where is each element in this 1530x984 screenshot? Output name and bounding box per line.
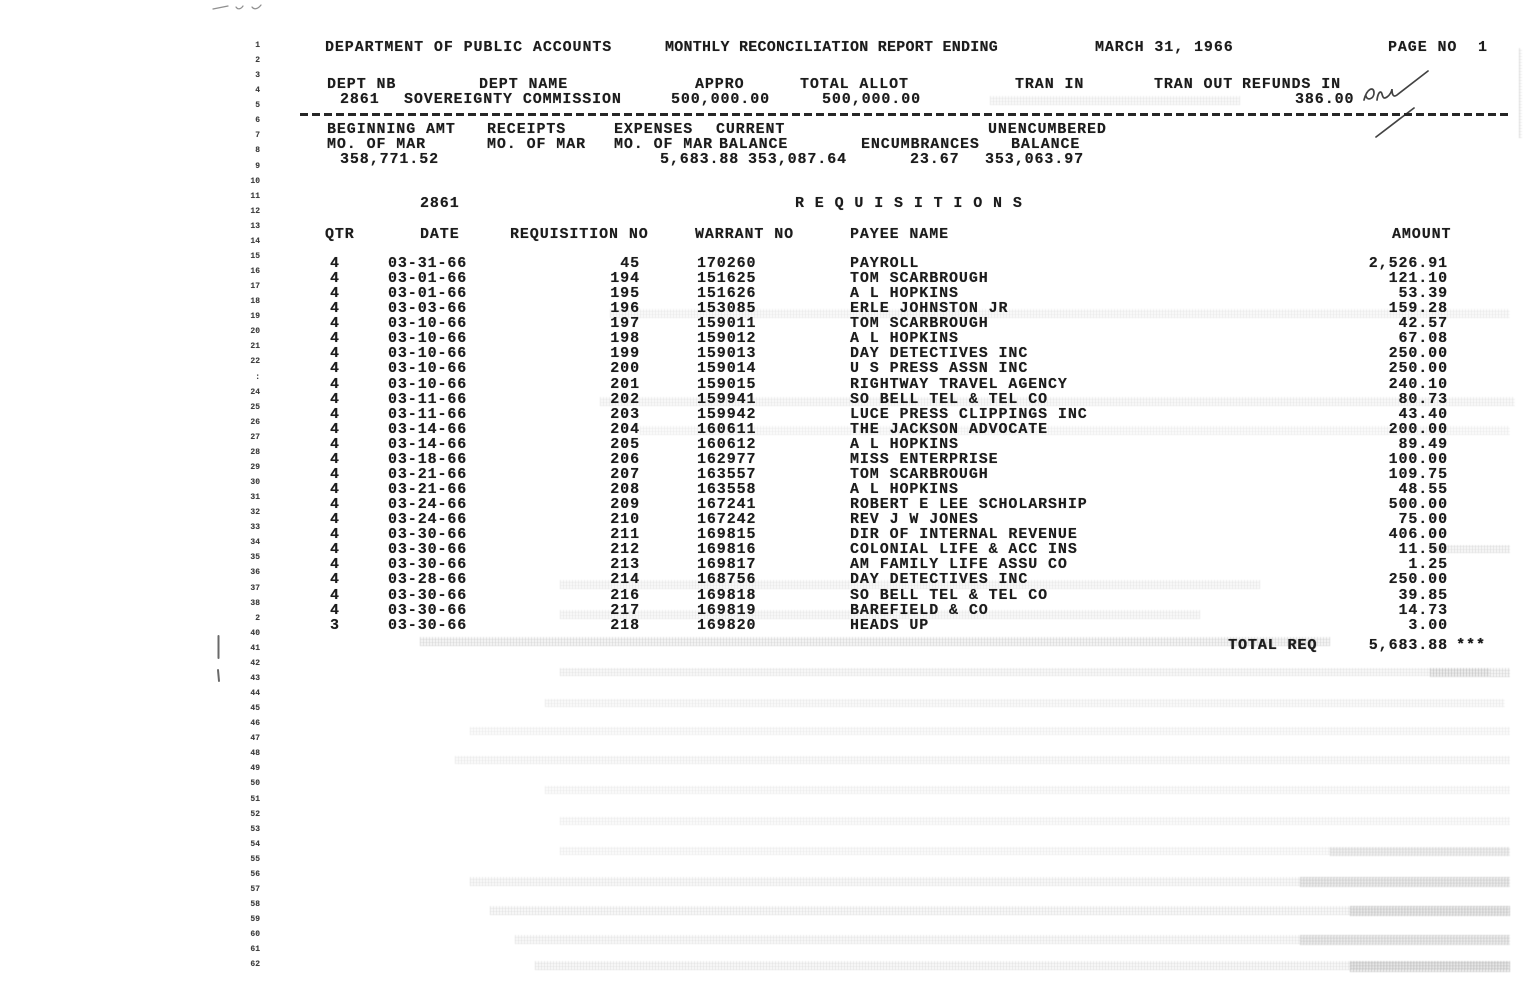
unencumbered-label: UNENCUMBERED xyxy=(988,121,1107,138)
dept-no-label: DEPT NB xyxy=(327,76,397,93)
margin-line-number: 59 xyxy=(250,915,260,925)
date-cell: 03-14-66 xyxy=(388,435,468,453)
margin-line-number: 52 xyxy=(250,809,260,819)
amount-cell: 200.00 xyxy=(1388,420,1448,438)
margin-line-number: 17 xyxy=(250,282,260,292)
requisition-no-cell: 208 xyxy=(610,481,640,499)
receipts-label: RECEIPTS xyxy=(487,121,567,138)
warrant-no-cell: 167242 xyxy=(697,511,757,529)
warrant-no-cell: 169818 xyxy=(697,586,757,604)
appro-label: APPRO xyxy=(695,76,745,93)
amount-cell: 250.00 xyxy=(1388,360,1448,378)
payee-cell: DAY DETECTIVES INC xyxy=(850,571,1029,589)
date-cell: 03-30-66 xyxy=(388,526,468,544)
qtr-cell: 4 xyxy=(330,571,340,589)
payee-cell: COLONIAL LIFE & ACC INS xyxy=(850,541,1078,559)
warrant-no-cell: 159013 xyxy=(697,345,757,363)
margin-line-number: 26 xyxy=(250,417,260,427)
smudge-band xyxy=(560,817,1510,825)
margin-line-number: 31 xyxy=(250,493,260,503)
current-label: CURRENT xyxy=(716,121,786,138)
margin-line-number: 2 xyxy=(255,56,260,66)
total-allot-value: 500,000.00 xyxy=(822,91,922,108)
requisition-no-cell: 200 xyxy=(610,360,640,378)
requisition-no-cell: 196 xyxy=(610,300,640,318)
margin-line-number: 1 xyxy=(255,41,260,50)
margin-line-number: 28 xyxy=(250,447,260,457)
page-no-value: 1 xyxy=(1478,39,1488,56)
amount-cell: 240.10 xyxy=(1388,375,1448,393)
date-cell: 03-10-66 xyxy=(388,315,468,333)
smudge-band xyxy=(640,426,1510,435)
margin-line-number: 40 xyxy=(250,628,260,638)
margin-line-number: 62 xyxy=(250,960,260,970)
amount-cell: 48.55 xyxy=(1398,481,1448,499)
requisitions-dept-no: 2861 xyxy=(420,195,460,212)
margin-line-number: 24 xyxy=(250,387,260,397)
qtr-cell: 4 xyxy=(330,601,340,619)
amount-cell: 109.75 xyxy=(1388,465,1448,483)
qtr-cell: 4 xyxy=(330,375,340,393)
requisition-no-cell: 197 xyxy=(610,315,640,333)
col-header-req-no: REQUISITION NO xyxy=(510,226,649,243)
payee-cell: A L HOPKINS xyxy=(850,435,959,453)
date-cell: 03-21-66 xyxy=(388,465,468,483)
qtr-cell: 4 xyxy=(330,465,340,483)
amount-cell: 159.28 xyxy=(1388,300,1448,318)
qtr-cell: 4 xyxy=(330,556,340,574)
margin-line-number: 15 xyxy=(250,251,260,261)
smudge-band xyxy=(1350,906,1510,916)
margin-line-number: 16 xyxy=(250,267,260,277)
expenses-mo-label: MO. OF MAR xyxy=(614,136,714,153)
margin-line-number: 61 xyxy=(250,945,260,955)
appro-value: 500,000.00 xyxy=(671,91,771,108)
qtr-cell: 4 xyxy=(330,390,340,408)
department-title: DEPARTMENT OF PUBLIC ACCOUNTS xyxy=(325,39,613,56)
date-cell: 03-10-66 xyxy=(388,330,468,348)
payee-cell: REV J W JONES xyxy=(850,511,979,529)
requisition-no-cell: 217 xyxy=(610,601,640,619)
margin-line-number: 57 xyxy=(250,884,260,894)
payee-cell: SO BELL TEL & TEL CO xyxy=(850,390,1049,408)
qtr-cell: 4 xyxy=(330,300,340,318)
requisition-no-cell: 214 xyxy=(610,571,640,589)
amount-cell: 42.57 xyxy=(1398,315,1448,333)
requisition-no-cell: 198 xyxy=(610,330,640,348)
qtr-cell: 4 xyxy=(330,285,340,303)
payee-cell: DIR OF INTERNAL REVENUE xyxy=(850,526,1078,544)
warrant-no-cell: 159011 xyxy=(697,315,757,333)
margin-line-number: 11 xyxy=(250,191,260,201)
qtr-cell: 4 xyxy=(330,541,340,559)
margin-line-number: 3 xyxy=(255,71,260,81)
margin-line-number: 45 xyxy=(250,704,260,714)
amount-cell: 80.73 xyxy=(1398,390,1448,408)
unencumbered-balance-label: BALANCE xyxy=(1011,136,1081,153)
warrant-no-cell: 160612 xyxy=(697,435,757,453)
payee-cell: TOM SCARBROUGH xyxy=(850,270,989,288)
smudge-band xyxy=(545,699,1505,707)
margin-line-number: 29 xyxy=(250,462,260,472)
qtr-cell: 4 xyxy=(330,511,340,529)
amount-cell: 53.39 xyxy=(1398,285,1448,303)
date-cell: 03-14-66 xyxy=(388,420,468,438)
dashed-separator xyxy=(300,113,1512,116)
date-cell: 03-21-66 xyxy=(388,481,468,499)
margin-line-number: 20 xyxy=(250,327,260,337)
qtr-cell: 4 xyxy=(330,481,340,499)
warrant-no-cell: 169816 xyxy=(697,541,757,559)
margin-line-number: 30 xyxy=(250,478,260,488)
requisition-no-cell: 211 xyxy=(610,526,640,544)
expenses-label: EXPENSES xyxy=(614,121,694,138)
total-req-amount: 5,683.88 xyxy=(1368,637,1448,654)
amount-cell: 100.00 xyxy=(1388,450,1448,468)
qtr-cell: 4 xyxy=(330,450,340,468)
date-cell: 03-24-66 xyxy=(388,511,468,529)
amount-cell: 406.00 xyxy=(1388,526,1448,544)
refunds-in-value: 386.00 xyxy=(1295,91,1355,108)
warrant-no-cell: 159942 xyxy=(697,405,757,423)
requisition-no-cell: 202 xyxy=(610,390,640,408)
warrant-no-cell: 159014 xyxy=(697,360,757,378)
margin-line-number: 36 xyxy=(250,568,260,578)
payee-cell: THE JACKSON ADVOCATE xyxy=(850,420,1049,438)
margin-line-number: 7 xyxy=(255,131,260,141)
tran-in-label: TRAN IN xyxy=(1015,76,1085,93)
payee-cell: LUCE PRESS CLIPPINGS INC xyxy=(850,405,1088,423)
amount-cell: 1.25 xyxy=(1408,556,1448,574)
date-cell: 03-11-66 xyxy=(388,390,468,408)
amount-cell: 250.00 xyxy=(1388,571,1448,589)
margin-line-number: 9 xyxy=(255,161,260,171)
expenses-value: 5,683.88 xyxy=(660,151,740,168)
margin-line-number: 60 xyxy=(250,930,260,940)
requisition-no-cell: 195 xyxy=(610,285,640,303)
margin-line-number: 48 xyxy=(250,749,260,759)
requisition-no-cell: 212 xyxy=(610,541,640,559)
payee-cell: DAY DETECTIVES INC xyxy=(850,345,1029,363)
qtr-cell: 4 xyxy=(330,360,340,378)
smudge-band xyxy=(610,309,1510,318)
current-balance-label: BALANCE xyxy=(719,136,789,153)
qtr-cell: 4 xyxy=(330,526,340,544)
smudge-band xyxy=(1519,48,1522,138)
smudge-band xyxy=(420,637,1330,646)
warrant-no-cell: 170260 xyxy=(697,255,757,272)
date-cell: 03-30-66 xyxy=(388,541,468,559)
payee-cell: SO BELL TEL & TEL CO xyxy=(850,586,1049,604)
date-cell: 03-30-66 xyxy=(388,586,468,604)
date-cell: 03-30-66 xyxy=(388,601,468,619)
warrant-no-cell: 169815 xyxy=(697,526,757,544)
qtr-cell: 4 xyxy=(330,345,340,363)
amount-cell: 39.85 xyxy=(1398,586,1448,604)
dept-name-label: DEPT NAME xyxy=(479,76,569,93)
payee-cell: A L HOPKINS xyxy=(850,285,959,303)
requisition-no-cell: 209 xyxy=(610,496,640,514)
payee-cell: BAREFIELD & CO xyxy=(850,601,989,619)
smudge-band xyxy=(1330,847,1510,856)
margin-line-number: 4 xyxy=(255,86,260,96)
margin-line-number: 43 xyxy=(250,673,260,683)
qtr-cell: 4 xyxy=(330,496,340,514)
smudge-band xyxy=(1430,668,1510,677)
encumbrances-label: ENCUMBRANCES xyxy=(861,136,980,153)
refunds-in-label: REFUNDS IN xyxy=(1242,76,1342,93)
margin-line-number: 58 xyxy=(250,899,260,909)
page-no-label: PAGE NO xyxy=(1388,39,1458,56)
margin-line-number: 42 xyxy=(250,658,260,668)
margin-line-number: 21 xyxy=(250,342,260,352)
beginning-amt-value: 358,771.52 xyxy=(340,151,440,168)
qtr-cell: 4 xyxy=(330,586,340,604)
requisition-no-cell: 210 xyxy=(610,511,640,529)
current-balance-value: 353,087.64 xyxy=(748,151,848,168)
requisition-no-cell: 204 xyxy=(610,420,640,438)
payee-cell: ERLE JOHNSTON JR xyxy=(850,300,1009,318)
margin-line-number: 13 xyxy=(250,221,260,231)
requisition-no-cell: 194 xyxy=(610,270,640,288)
smudge-band xyxy=(560,580,1260,589)
margin-line-number: 19 xyxy=(250,312,260,322)
margin-line-number: 22 xyxy=(250,357,260,367)
col-header-qtr: QTR xyxy=(325,226,355,243)
margin-line-number: 38 xyxy=(250,598,260,608)
warrant-no-cell: 167241 xyxy=(697,496,757,514)
amount-cell: 75.00 xyxy=(1398,511,1448,529)
margin-line-number: 44 xyxy=(250,689,260,698)
col-header-payee: PAYEE NAME xyxy=(850,226,950,243)
smudge-band xyxy=(560,610,1200,619)
col-header-warrant-no: WARRANT NO xyxy=(695,226,795,243)
warrant-no-cell: 153085 xyxy=(697,300,757,318)
date-cell: 03-01-66 xyxy=(388,270,468,288)
margin-line-number: 6 xyxy=(255,116,260,126)
warrant-no-cell: 169817 xyxy=(697,556,757,574)
payee-cell: U S PRESS ASSN INC xyxy=(850,360,1029,378)
warrant-no-cell: 160611 xyxy=(697,420,757,438)
requisition-no-cell: 206 xyxy=(610,450,640,468)
margin-line-number: 27 xyxy=(250,432,260,442)
requisition-no-cell: 205 xyxy=(610,435,640,453)
date-cell: 03-18-66 xyxy=(388,450,468,468)
dept-no-value: 2861 xyxy=(340,91,380,108)
col-header-amount: AMOUNT xyxy=(1392,226,1452,243)
margin-line-number: 2 xyxy=(255,613,260,623)
payee-cell: MISS ENTERPRISE xyxy=(850,450,999,468)
margin-line-number: 18 xyxy=(250,297,260,307)
requisition-no-cell: 207 xyxy=(610,465,640,483)
margin-line-number: 25 xyxy=(250,402,260,412)
date-cell: 03-30-66 xyxy=(388,616,468,634)
date-cell: 03-10-66 xyxy=(388,345,468,363)
warrant-no-cell: 168756 xyxy=(697,571,757,589)
margin-line-number: 46 xyxy=(250,719,260,729)
date-cell: 03-01-66 xyxy=(388,285,468,303)
margin-line-number: 55 xyxy=(250,854,260,864)
margin-line-number: 47 xyxy=(250,734,260,744)
smudge-band xyxy=(600,397,1515,406)
qtr-cell: 4 xyxy=(330,420,340,438)
requisition-no-cell: 201 xyxy=(610,375,640,393)
warrant-no-cell: 151625 xyxy=(697,270,757,288)
payee-cell: A L HOPKINS xyxy=(850,330,959,348)
report-date: MARCH 31, 1966 xyxy=(1095,39,1234,56)
amount-cell: 14.73 xyxy=(1398,601,1448,619)
date-cell: 03-31-66 xyxy=(388,255,468,272)
date-cell: 03-03-66 xyxy=(388,300,468,318)
payee-cell: A L HOPKINS xyxy=(850,481,959,499)
margin-line-number: 12 xyxy=(250,206,260,216)
stray-pen-marks-top-left xyxy=(213,5,261,9)
amount-cell: 3.00 xyxy=(1408,616,1448,634)
total-allot-label: TOTAL ALLOT xyxy=(800,76,909,93)
warrant-no-cell: 163557 xyxy=(697,465,757,483)
payee-cell: TOM SCARBROUGH xyxy=(850,465,989,483)
payee-cell: RIGHTWAY TRAVEL AGENCY xyxy=(850,375,1068,393)
smudge-band xyxy=(560,668,1490,676)
date-cell: 03-10-66 xyxy=(388,375,468,393)
payee-cell: ROBERT E LEE SCHOLARSHIP xyxy=(850,496,1088,514)
qtr-cell: 3 xyxy=(330,616,340,634)
smudge-band xyxy=(470,727,1510,735)
tran-out-label: TRAN OUT xyxy=(1154,76,1234,93)
margin-line-number: 32 xyxy=(250,508,260,518)
col-header-date: DATE xyxy=(420,226,460,243)
requisition-no-cell: 216 xyxy=(610,586,640,604)
dept-name-value: SOVEREIGNTY COMMISSION xyxy=(404,91,622,108)
payee-cell: AM FAMILY LIFE ASSU CO xyxy=(850,556,1068,574)
margin-line-number: 10 xyxy=(250,176,260,186)
qtr-cell: 4 xyxy=(330,330,340,348)
margin-line-number: 54 xyxy=(250,839,260,849)
amount-cell: 121.10 xyxy=(1388,270,1448,288)
warrant-no-cell: 159012 xyxy=(697,330,757,348)
warrant-no-cell: 163558 xyxy=(697,481,757,499)
date-cell: 03-24-66 xyxy=(388,496,468,514)
payee-cell: TOM SCARBROUGH xyxy=(850,315,989,333)
margin-line-number: : xyxy=(255,372,260,382)
amount-cell: 89.49 xyxy=(1398,435,1448,453)
requisition-no-cell: 45 xyxy=(620,255,640,272)
qtr-cell: 4 xyxy=(330,255,340,272)
qtr-cell: 4 xyxy=(330,405,340,423)
total-req-label: TOTAL REQ xyxy=(1228,637,1318,654)
margin-line-number: 56 xyxy=(250,869,260,879)
report-title: MONTHLY RECONCILIATION REPORT ENDING xyxy=(665,39,999,56)
payee-cell: HEADS UP xyxy=(850,616,930,634)
margin-line-number: 41 xyxy=(250,643,260,653)
handwritten-initials-mark xyxy=(1364,71,1428,100)
margin-line-number: 51 xyxy=(250,794,260,804)
warrant-no-cell: 159941 xyxy=(697,390,757,408)
warrant-no-cell: 169820 xyxy=(697,616,757,634)
amount-cell: 2,526.91 xyxy=(1368,255,1448,272)
warrant-no-cell: 169819 xyxy=(697,601,757,619)
margin-line-number: 14 xyxy=(250,236,260,246)
requisition-no-cell: 203 xyxy=(610,405,640,423)
margin-line-number: 5 xyxy=(255,101,260,111)
margin-line-number: 33 xyxy=(250,523,260,533)
requisitions-title: R E Q U I S I T I O N S xyxy=(795,195,1023,212)
amount-cell: 67.08 xyxy=(1398,330,1448,348)
margin-line-number: 37 xyxy=(250,583,260,593)
margin-line-number: 53 xyxy=(250,824,260,834)
encumbrances-value: 23.67 xyxy=(910,151,960,168)
smudge-band xyxy=(1300,935,1510,945)
requisition-no-cell: 213 xyxy=(610,556,640,574)
margin-line-number: 8 xyxy=(255,146,260,156)
amount-cell: 11.50 xyxy=(1398,541,1448,559)
margin-line-number: 49 xyxy=(250,764,260,774)
qtr-cell: 4 xyxy=(330,435,340,453)
qtr-cell: 4 xyxy=(330,315,340,333)
unencumbered-balance-value: 353,063.97 xyxy=(985,151,1085,168)
margin-tick-marks xyxy=(218,636,219,681)
amount-cell: 250.00 xyxy=(1388,345,1448,363)
beginning-mo-label: MO. OF MAR xyxy=(327,136,427,153)
warrant-no-cell: 151626 xyxy=(697,285,757,303)
smudge-band xyxy=(1350,961,1510,972)
smudge-band xyxy=(1300,877,1510,887)
date-cell: 03-30-66 xyxy=(388,556,468,574)
payee-cell: PAYROLL xyxy=(850,255,920,272)
date-cell: 03-10-66 xyxy=(388,360,468,378)
warrant-no-cell: 162977 xyxy=(697,450,757,468)
smudge-band xyxy=(990,96,1240,105)
margin-line-number: 50 xyxy=(250,779,260,789)
requisition-no-cell: 218 xyxy=(610,616,640,634)
requisition-no-cell: 199 xyxy=(610,345,640,363)
total-req-stars: *** xyxy=(1456,637,1486,654)
beginning-amt-label: BEGINNING AMT xyxy=(327,121,456,138)
date-cell: 03-28-66 xyxy=(388,571,468,589)
margin-line-number: 35 xyxy=(250,553,260,563)
smudge-band xyxy=(455,756,1510,764)
receipts-mo-label: MO. OF MAR xyxy=(487,136,587,153)
amount-cell: 43.40 xyxy=(1398,405,1448,423)
smudge-band xyxy=(1430,545,1510,553)
qtr-cell: 4 xyxy=(330,270,340,288)
amount-cell: 500.00 xyxy=(1388,496,1448,514)
margin-line-number: 34 xyxy=(250,538,260,548)
warrant-no-cell: 159015 xyxy=(697,375,757,393)
smudge-band xyxy=(545,786,1510,794)
date-cell: 03-11-66 xyxy=(388,405,468,423)
